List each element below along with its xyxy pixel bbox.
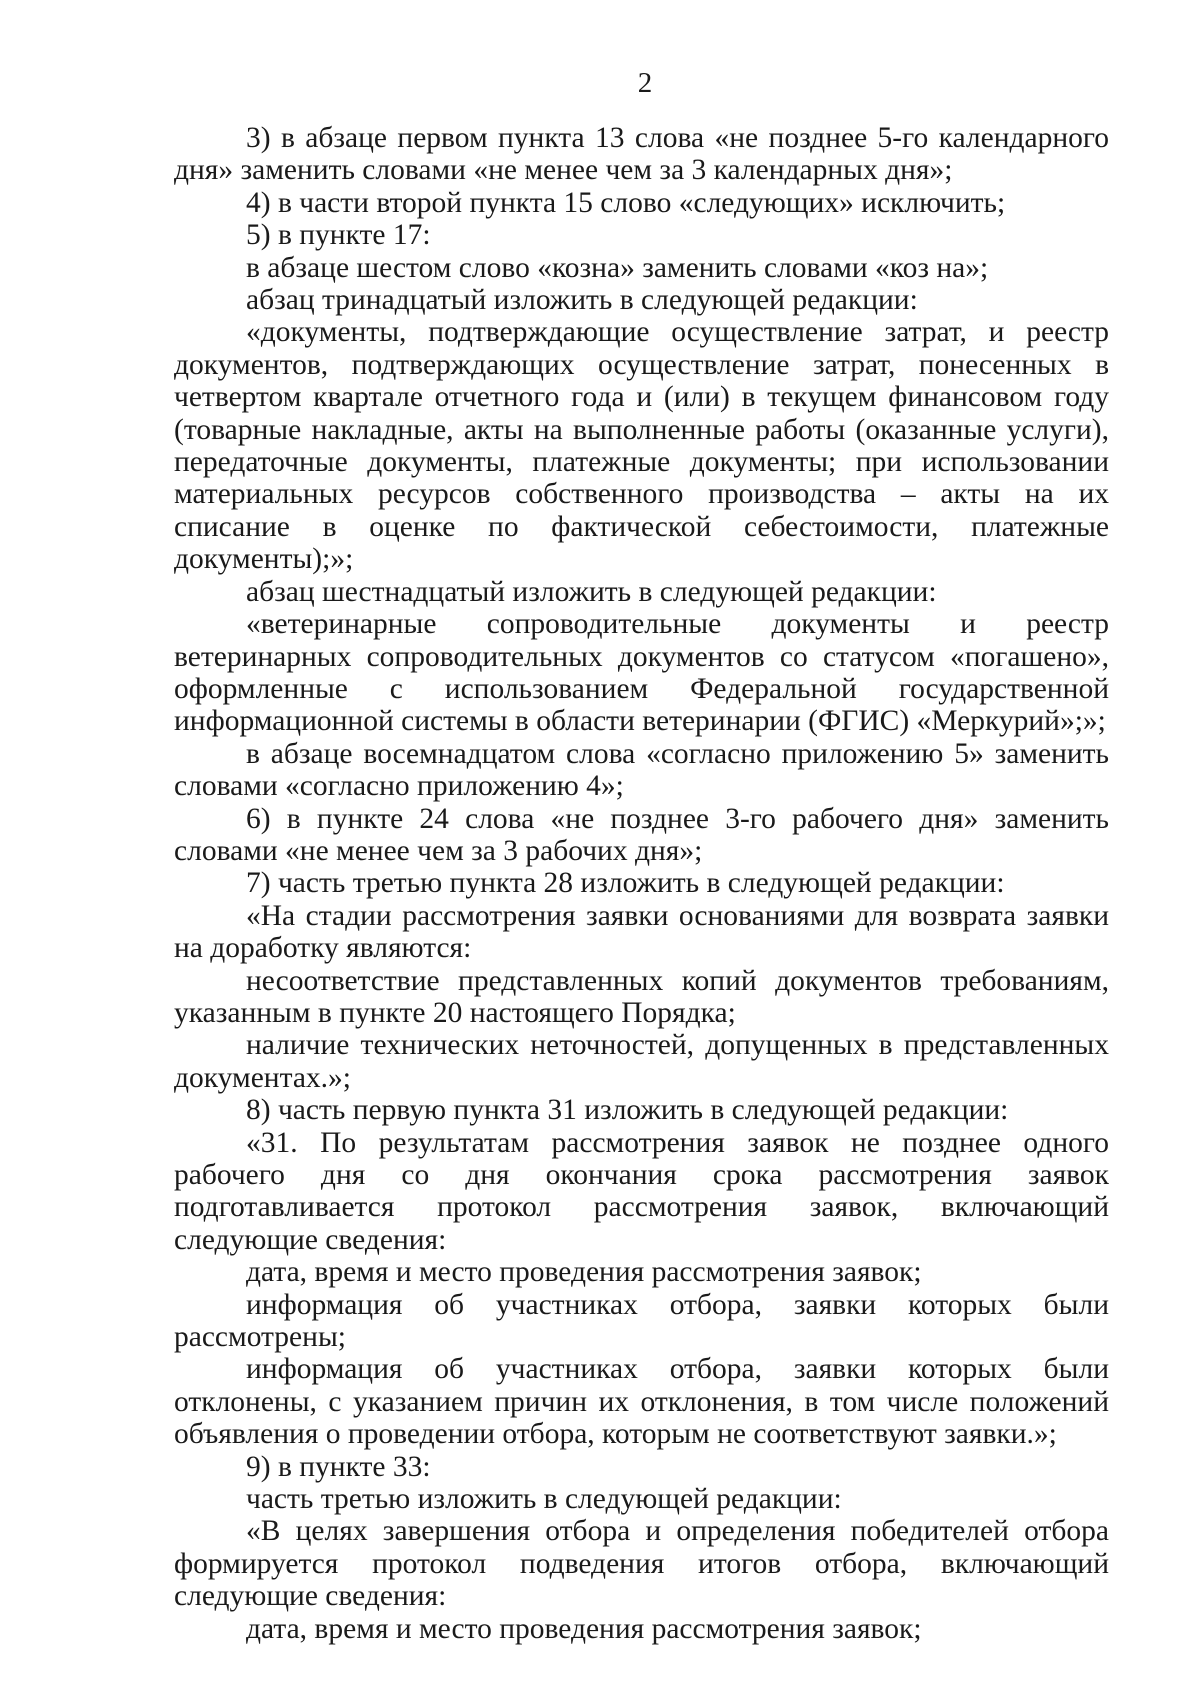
- paragraph: «В целях завершения отбора и определения победителей отбора формируется протокол подведения итогов отбора, включающий следующие сведения:: [174, 1515, 1109, 1613]
- paragraph: информация об участниках отбора, заявки которых были рассмотрены;: [174, 1288, 1109, 1354]
- paragraph: 6) в пункте 24 слова «не позднее 3-го рабочего дня» заменить словами «не менее чем за 3 рабочих дня»;: [174, 802, 1109, 867]
- document-body: [174, 122, 1109, 1645]
- paragraph: информация об участниках отбора, заявки которых были отклонены, с указанием причин их отклонения, в том числе положений объявления о проведении отбора, которым не соответствуют заявки.»;: [174, 1353, 1109, 1451]
- paragraph: «ветеринарные сопроводительные документы и реестр ветеринарных сопроводительных документов со статусом «погашено», оформленные с использованием Федеральной государственной информационной системы в области ветеринарии (ФГИС) «Меркурий»;»;: [174, 608, 1109, 738]
- paragraph: «На стадии рассмотрения заявки основаниями для возврата заявки на доработку являются:: [174, 899, 1109, 965]
- paragraph: дата, время и место проведения рассмотрения заявок;: [246, 1256, 922, 1289]
- paragraph: в абзаце шестом слово «козна» заменить словами «коз на»;: [246, 251, 989, 284]
- paragraph: 4) в части второй пункта 15 слово «следующих» исключить;: [246, 186, 1006, 219]
- paragraph: дата, время и место проведения рассмотрения заявок;: [246, 1612, 922, 1645]
- paragraph: 3) в абзаце первом пункта 13 слова «не позднее 5-го календарного дня» заменить словами «не менее чем за 3 календарных дня»;: [174, 122, 1109, 187]
- paragraph: абзац шестнадцатый изложить в следующей редакции:: [246, 575, 937, 608]
- paragraph: «документы, подтверждающие осуществление затрат, и реестр документов, подтверждающих осуществление затрат, понесенных в четвертом квартале отчетного года и (или) в текущем финансовом году (товарные накладные, акты на выполненные работы (оказанные услуги), передаточные документы, платежные документы; при использовании материальных ресурсов собственного производства – акты на их списание в оценке по фактической себестоимости, платежные документы);»;: [174, 316, 1109, 576]
- paragraph: наличие технических неточностей, допущенных в представленных документах.»;: [174, 1029, 1109, 1094]
- paragraph: «31. По результатам рассмотрения заявок не позднее одного рабочего дня со дня окончания срока рассмотрения заявок подготавливается протокол рассмотрения заявок, включающий следующие сведения:: [174, 1126, 1109, 1256]
- paragraph: несоответствие представленных копий документов требованиям, указанным в пункте 20 настоящего Порядка;: [174, 964, 1109, 1029]
- paragraph: 5) в пункте 17:: [246, 219, 431, 252]
- paragraph: 8) часть первую пункта 31 изложить в следующей редакции:: [246, 1094, 1009, 1127]
- paragraph: часть третью изложить в следующей редакции:: [246, 1483, 842, 1516]
- page-number: 2: [637, 67, 653, 99]
- paragraph: в абзаце восемнадцатом слова «согласно приложению 5» заменить словами «согласно приложению 4»;: [174, 737, 1109, 803]
- paragraph: 7) часть третью пункта 28 изложить в следующей редакции:: [246, 867, 1005, 900]
- paragraph: 9) в пункте 33:: [246, 1450, 431, 1483]
- paragraph: абзац тринадцатый изложить в следующей редакции:: [246, 284, 918, 317]
